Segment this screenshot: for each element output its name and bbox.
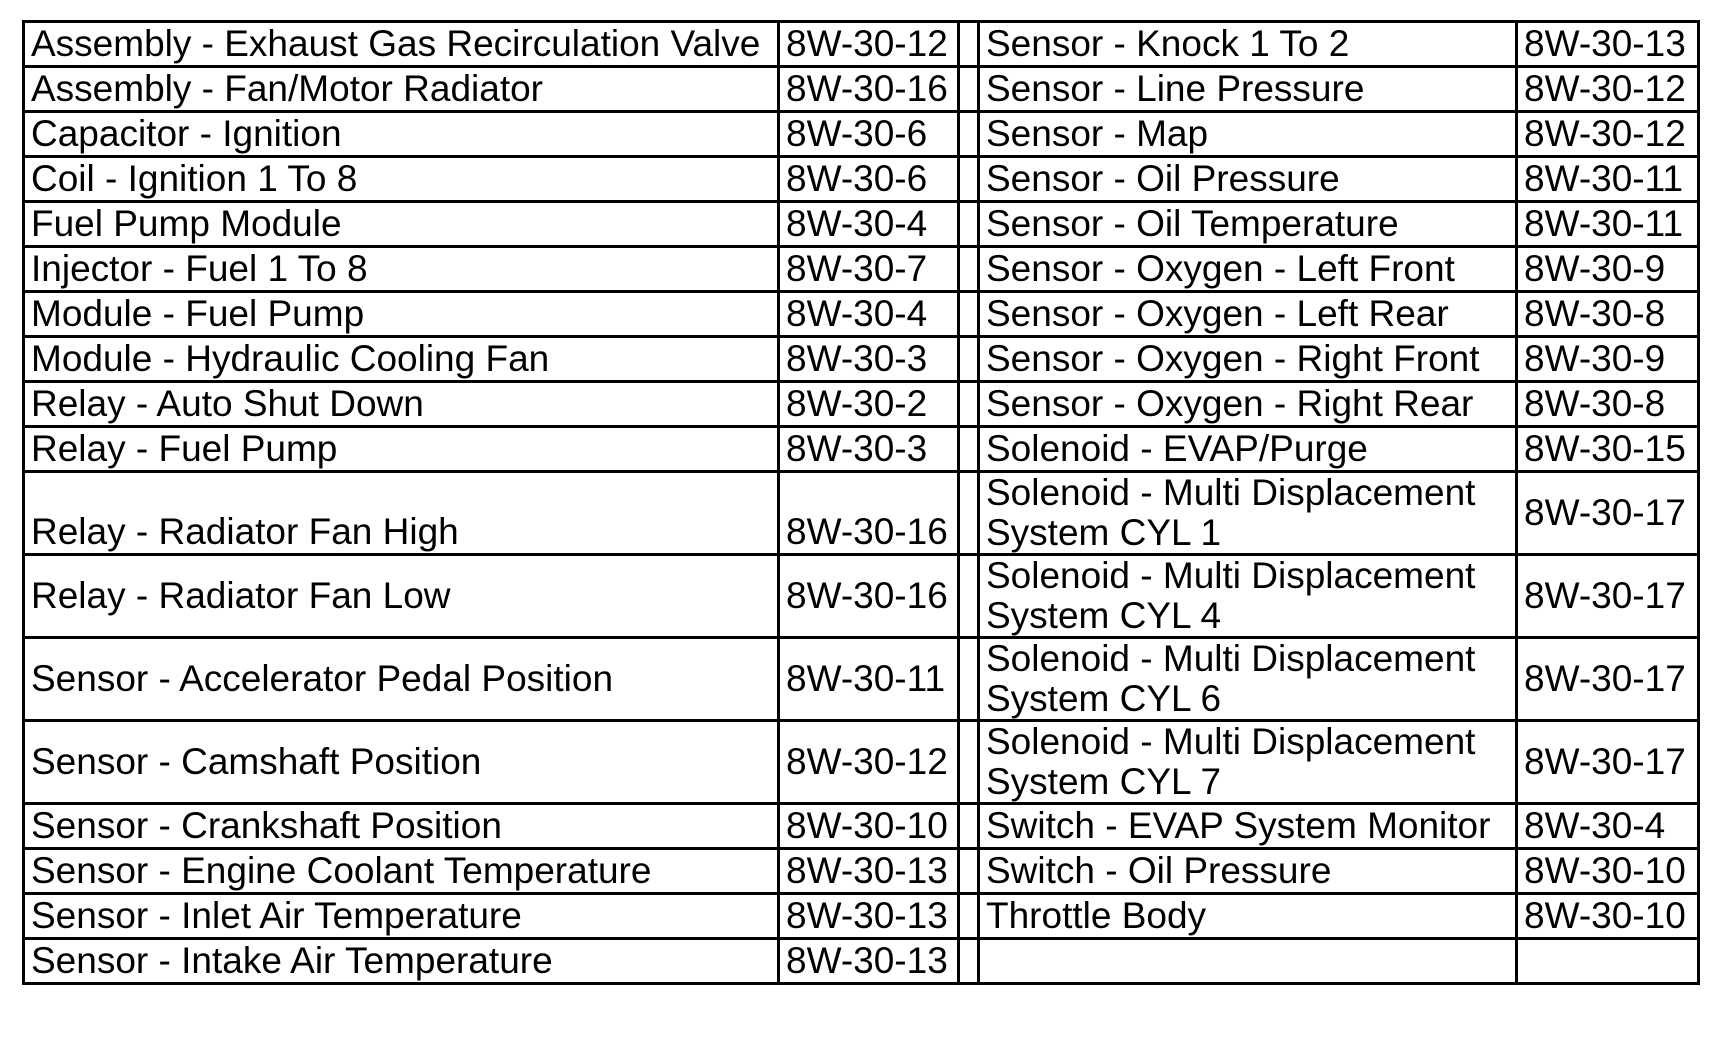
right-page-ref: 8W-30-4	[1517, 804, 1699, 849]
right-component-name	[979, 939, 1517, 984]
column-gap	[959, 292, 979, 337]
left-page-ref: 8W-30-6	[779, 112, 959, 157]
left-component-name: Assembly - Fan/Motor Radiator	[24, 67, 779, 112]
left-component-name: Capacitor - Ignition	[24, 112, 779, 157]
right-page-ref: 8W-30-9	[1517, 337, 1699, 382]
left-page-ref: 8W-30-7	[779, 247, 959, 292]
left-component-name: Sensor - Engine Coolant Temperature	[24, 849, 779, 894]
right-component-name: Solenoid - Multi Displacement System CYL 6	[979, 638, 1517, 721]
right-page-ref: 8W-30-11	[1517, 202, 1699, 247]
right-component-name: Solenoid - Multi Displacement System CYL 4	[979, 555, 1517, 638]
left-component-name: Relay - Radiator Fan High	[24, 472, 779, 555]
column-gap	[959, 472, 979, 555]
right-page-ref: 8W-30-8	[1517, 292, 1699, 337]
table-row	[24, 804, 1699, 849]
right-component-name: Sensor - Line Pressure	[979, 67, 1517, 112]
left-page-ref: 8W-30-13	[779, 849, 959, 894]
left-page-ref: 8W-30-16	[779, 67, 959, 112]
left-page-ref: 8W-30-6	[779, 157, 959, 202]
left-component-name: Relay - Radiator Fan Low	[24, 555, 779, 638]
table-row	[24, 22, 1699, 67]
left-page-ref: 8W-30-16	[779, 555, 959, 638]
right-component-name: Switch - EVAP System Monitor	[979, 804, 1517, 849]
column-gap	[959, 67, 979, 112]
left-component-name: Module - Hydraulic Cooling Fan	[24, 337, 779, 382]
column-gap	[959, 247, 979, 292]
column-gap	[959, 427, 979, 472]
right-component-name: Sensor - Oil Pressure	[979, 157, 1517, 202]
left-component-name: Sensor - Crankshaft Position	[24, 804, 779, 849]
table-row	[24, 247, 1699, 292]
left-component-name: Sensor - Inlet Air Temperature	[24, 894, 779, 939]
right-page-ref: 8W-30-13	[1517, 22, 1699, 67]
right-page-ref: 8W-30-17	[1517, 721, 1699, 804]
column-gap	[959, 939, 979, 984]
right-page-ref: 8W-30-10	[1517, 894, 1699, 939]
right-page-ref: 8W-30-10	[1517, 849, 1699, 894]
column-gap	[959, 337, 979, 382]
component-index-table	[22, 20, 1700, 985]
table-row	[24, 555, 1699, 638]
column-gap	[959, 22, 979, 67]
left-component-name: Relay - Auto Shut Down	[24, 382, 779, 427]
left-component-name: Sensor - Accelerator Pedal Position	[24, 638, 779, 721]
right-component-name: Sensor - Map	[979, 112, 1517, 157]
table-row	[24, 939, 1699, 984]
left-component-name: Injector - Fuel 1 To 8	[24, 247, 779, 292]
component-index-body	[24, 22, 1699, 984]
left-component-name: Sensor - Intake Air Temperature	[24, 939, 779, 984]
left-page-ref: 8W-30-10	[779, 804, 959, 849]
left-component-name: Assembly - Exhaust Gas Recirculation Valve	[24, 22, 779, 67]
right-page-ref: 8W-30-12	[1517, 67, 1699, 112]
right-page-ref: 8W-30-17	[1517, 555, 1699, 638]
right-page-ref: 8W-30-11	[1517, 157, 1699, 202]
table-row	[24, 112, 1699, 157]
right-component-name: Sensor - Oxygen - Right Rear	[979, 382, 1517, 427]
column-gap	[959, 804, 979, 849]
column-gap	[959, 202, 979, 247]
right-component-name: Sensor - Knock 1 To 2	[979, 22, 1517, 67]
left-component-name: Fuel Pump Module	[24, 202, 779, 247]
right-page-ref: 8W-30-9	[1517, 247, 1699, 292]
column-gap	[959, 555, 979, 638]
right-page-ref: 8W-30-15	[1517, 427, 1699, 472]
right-component-name: Sensor - Oxygen - Right Front	[979, 337, 1517, 382]
left-page-ref: 8W-30-4	[779, 202, 959, 247]
column-gap	[959, 638, 979, 721]
table-row	[24, 157, 1699, 202]
column-gap	[959, 157, 979, 202]
table-row	[24, 472, 1699, 555]
table-row	[24, 894, 1699, 939]
right-page-ref: 8W-30-12	[1517, 112, 1699, 157]
left-component-name: Relay - Fuel Pump	[24, 427, 779, 472]
left-component-name: Sensor - Camshaft Position	[24, 721, 779, 804]
table-row	[24, 849, 1699, 894]
right-component-name: Sensor - Oxygen - Left Front	[979, 247, 1517, 292]
right-component-name: Switch - Oil Pressure	[979, 849, 1517, 894]
right-component-name: Solenoid - Multi Displacement System CYL 1	[979, 472, 1517, 555]
column-gap	[959, 849, 979, 894]
left-component-name: Module - Fuel Pump	[24, 292, 779, 337]
table-row	[24, 337, 1699, 382]
left-component-name: Coil - Ignition 1 To 8	[24, 157, 779, 202]
right-component-name: Solenoid - EVAP/Purge	[979, 427, 1517, 472]
left-page-ref: 8W-30-3	[779, 337, 959, 382]
table-row	[24, 721, 1699, 804]
left-page-ref: 8W-30-16	[779, 472, 959, 555]
left-page-ref: 8W-30-2	[779, 382, 959, 427]
table-row	[24, 382, 1699, 427]
right-page-ref: 8W-30-17	[1517, 638, 1699, 721]
right-component-name: Sensor - Oil Temperature	[979, 202, 1517, 247]
table-row	[24, 292, 1699, 337]
column-gap	[959, 894, 979, 939]
table-row	[24, 202, 1699, 247]
left-page-ref: 8W-30-12	[779, 22, 959, 67]
left-page-ref: 8W-30-13	[779, 939, 959, 984]
table-row	[24, 67, 1699, 112]
left-page-ref: 8W-30-11	[779, 638, 959, 721]
right-page-ref	[1517, 939, 1699, 984]
left-page-ref: 8W-30-3	[779, 427, 959, 472]
table-row	[24, 638, 1699, 721]
right-component-name: Solenoid - Multi Displacement System CYL 7	[979, 721, 1517, 804]
right-page-ref: 8W-30-17	[1517, 472, 1699, 555]
right-page-ref: 8W-30-8	[1517, 382, 1699, 427]
column-gap	[959, 721, 979, 804]
right-component-name: Sensor - Oxygen - Left Rear	[979, 292, 1517, 337]
left-page-ref: 8W-30-12	[779, 721, 959, 804]
right-component-name: Throttle Body	[979, 894, 1517, 939]
table-row	[24, 427, 1699, 472]
left-page-ref: 8W-30-13	[779, 894, 959, 939]
left-page-ref: 8W-30-4	[779, 292, 959, 337]
column-gap	[959, 112, 979, 157]
column-gap	[959, 382, 979, 427]
